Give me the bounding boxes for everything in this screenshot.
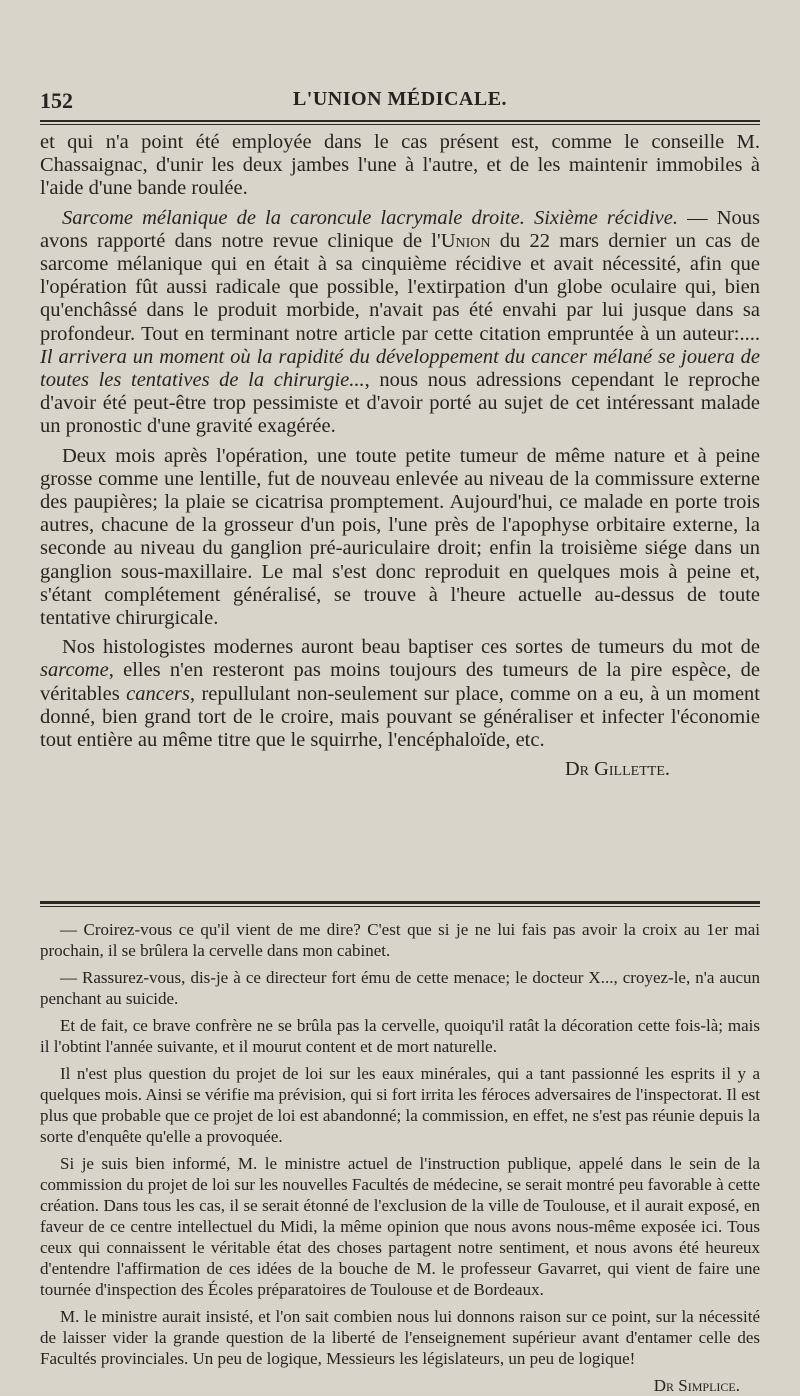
hist-text-b: , elles n'en resteront pas moins toujours des tumeurs de la pire espèce, de véritables — [40, 659, 760, 705]
case-text-b: du 22 mars dernier un cas de sarcome mélanique qui en était à sa cinquième récidive et avait nécessité, afin que l'opération fût aussi radicale que possible, l'extirpation d'un globe oculaire qui, bien qu'enchâssé dans le produit morbide, n'avait pas été envahi par lui jusque dans sa profondeur. Tout en terminant notre article par cette citation empruntée à un auteur:.... — [40, 229, 761, 345]
clinical-section — [40, 131, 760, 781]
paragraph-fracture-end: et qui n'a point été employée dans le cas présent est, comme le conseille M. Chassaignac, d'unir les deux jambes l'une à l'autre, et de les maintenir immobiles à l'aide d'une bande roulée. — [40, 131, 760, 200]
paragraph-recidive: Deux mois après l'opération, une toute petite tumeur de même nature et à peine grosse comme une lentille, fut de nouveau enlevée au niveau de la commissure externe des paupières; la plaie se cicatrisa promptement. Aujourd'hui, ce malade en porte trois autres, chacune de la grosseur d'un pois, l'une près de l'apophyse orbitaire externe, la seconde au niveau du ganglion pré-auriculaire droit; enfin la troisième siége dans un ganglion sous-maxillaire. Le mal s'est donc reproduit en quelques mois à peine et, s'étant complétement généralisé, se trouve à l'heure actuelle au-dessus de toute tentative chirurgicale. — [40, 444, 760, 630]
paragraph-sarcome — [40, 207, 760, 439]
case-title: Sarcome mélanique de la caroncule lacrymale droite. Sixième récidive. — [62, 206, 678, 229]
paragraph-confrere: Et de fait, ce brave confrère ne se brûla pas la cervelle, quoiqu'il ratât la décoration cette fois-là; mais il l'obtint l'année suivante, et il mourut content et de mort naturelle. — [40, 1016, 760, 1057]
signature-gillette: Dr Gillette. — [564, 758, 670, 781]
journal-title: L'UNION MÉDICALE. — [292, 88, 508, 110]
case-text-c: , nous nous adressions cependant le reproche d'avoir été peut-être trop pessimiste et d'avoir porté au sujet de cet intéressant malade un pronostic d'une gravité exagérée. — [40, 369, 761, 438]
paragraph-histologistes — [40, 636, 760, 752]
paragraph-facultes: Si je suis bien informé, M. le ministre actuel de l'instruction publique, appelé dans le sein de la commission du projet de loi sur les nouvelles Facultés de médecine, se serait montré peu favorable à cette création. Dans tous les cas, il se serait étonné de l'exclusion de la ville de Toulouse, et il aurait exposé, en faveur de ce centre intellectuel du Midi, la même opinion que nous avons nous-même exposée ici. Tous ceux qui connaissent le véritable état des choses partagent notre sentiment, et nous avons été heureux d'entendre l'affirmation de ces idées de la bouche de M. le professeur Gavarret, qui vient de faire une tournée d'inspection des Écoles préparatoires de Toulouse et de Bordeaux. — [40, 1154, 760, 1300]
term-sarcome: sarcome — [40, 659, 109, 682]
paragraph-ministre: M. le ministre aurait insisté, et l'on sait combien nous lui donnons raison sur ce point, sur la nécessité de laisser vider la grande question de la liberté de l'enseignement supérieur avant d'entamer celle des Facultés provinciales. Un peu de logique, Messieurs les législateurs, un peu de logique! — [40, 1307, 760, 1369]
feuilleton-section — [40, 919, 760, 1396]
case-text-a: — Nous avons rapporté dans notre revue clinique de l' — [40, 206, 760, 252]
case-quote: Il arrivera un moment où la rapidité du développement du cancer mélané se jouera de toutes les tentatives de la chirurgie... — [40, 345, 760, 392]
header-rule — [40, 120, 760, 125]
hist-text-a: Nos histologistes modernes auront beau baptiser ces sortes de tumeurs du mot de — [62, 636, 760, 659]
running-header — [40, 88, 760, 120]
paragraph-rassurez: — Rassurez-vous, dis-je à ce directeur fort ému de cette menace; le docteur X..., croyez-le, n'a aucun penchant au suicide. — [40, 968, 760, 1009]
signature-simplice: Dr Simplice. — [653, 1376, 740, 1396]
paragraph-croix: — Croirez-vous ce qu'il vient de me dire? C'est que si je ne lui fais pas avoir la croix au 1er mai prochain, il se brûlera la cervelle dans mon cabinet. — [40, 920, 760, 961]
term-cancers: cancers — [126, 682, 190, 705]
page-number: 152 — [40, 88, 73, 113]
hist-text-c: , repullulant non-seulement sur place, comme on a eu, à un moment donné, bien grand tort de le croire, mais pouvant se généraliser et infecter l'économie tout entière au même titre que le squirrhe, l'encéphaloïde, etc. — [40, 682, 760, 752]
journal-name: Union — [440, 229, 491, 252]
paragraph-eaux-minerales: Il n'est plus question du projet de loi sur les eaux minérales, qui a tant passionné les esprits il y a quelques mois. Ainsi se vérifie ma prévision, qui si fort irrita les féroces adversaires de l'inspectorat. Il est plus que probable que ce projet de loi est abandonné; la commission, en effet, ne s'est pas réunie depuis la sorte d'enquête qu'elle a provoquée. — [40, 1064, 760, 1147]
section-separator — [40, 901, 760, 907]
